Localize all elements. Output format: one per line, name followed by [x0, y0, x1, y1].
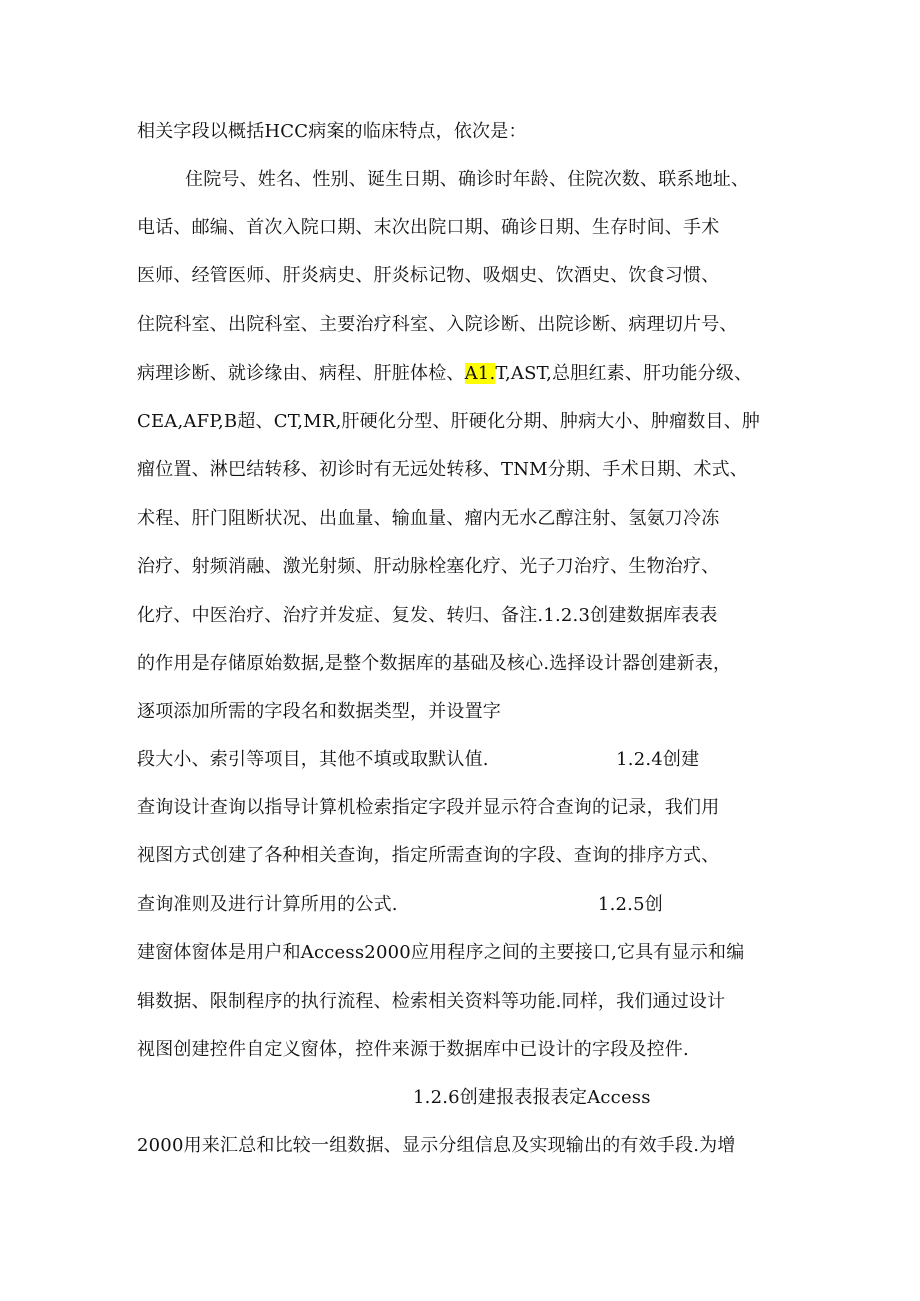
yellow-highlight: A1. — [464, 363, 496, 384]
paragraph-line-17: 查询准则及进行计算所用的公式. 1.2.5创 — [137, 894, 663, 915]
paragraph-line-9: 术程、肝门阻断状况、出血量、输血量、瘤内无水乙醇注射、氢氨刀冷冻 — [137, 508, 720, 529]
paragraph-line-21: 2000用来汇总和比较一组数据、显示分组信息及实现输出的有效手段.为增 — [137, 1135, 736, 1156]
line-text-before-highlight: 病理诊断、就诊缘由、病程、肝脏体检、 — [137, 363, 465, 384]
paragraph-line-3: 电话、邮编、首次入院口期、末次出院口期、确诊日期、生存时间、手术 — [137, 217, 720, 238]
paragraph-line-18: 建窗体窗体是用户和Access2000应用程序之间的主要接口,它具有显示和编 — [137, 942, 745, 963]
paragraph-line-14: 段大小、索引等项目，其他不填或取默认值. 1.2.4创建 — [137, 749, 700, 770]
paragraph-line-10: 治疗、射频消融、激光射频、肝动脉栓塞化疗、光子刀治疗、生物治疗、 — [137, 556, 720, 577]
paragraph-line-11: 化疗、中医治疗、治疗并发症、复发、转归、备注.1.2.3创建数据库表表 — [137, 605, 718, 626]
paragraph-line-4: 医师、经管医师、肝炎病史、肝炎标记物、吸烟史、饮酒史、饮食习惯、 — [137, 265, 720, 286]
paragraph-line-7: CEA,AFP,B超、CT,MR,肝硬化分型、肝硬化分期、肿病大小、肿瘤数目、肿 — [137, 411, 761, 432]
paragraph-line-13: 逐项添加所需的字段名和数据类型，并设置字 — [137, 701, 501, 722]
paragraph-line-2: 住院号、姓名、性别、诞生日期、确诊时年龄、住院次数、联系地址、 — [185, 169, 750, 190]
section-heading: 1.2.6创建报表报表定Access — [413, 1087, 651, 1108]
paragraph-line-19: 辑数据、限制程序的执行流程、检索相关资料等功能.同样，我们通过设计 — [137, 991, 726, 1012]
paragraph-line-8: 瘤位置、淋巴结转移、初诊时有无远处转移、TNM分期、手术日期、术式、 — [137, 459, 748, 480]
paragraph-line-6-highlighted — [137, 359, 752, 389]
line-text-after-highlight: T,AST,总胆红素、肝功能分级、 — [495, 363, 753, 384]
paragraph-line-5: 住院科室、出院科室、主要治疗科室、入院诊断、出院诊断、病理切片号、 — [137, 314, 738, 335]
paragraph-line-20: 视图创建控件自定义窗体，控件来源于数据库中已设计的字段及控件. — [137, 1039, 689, 1060]
paragraph-line-16: 视图方式创建了各种相关查询，指定所需查询的字段、查询的排序方式、 — [137, 845, 720, 866]
paragraph-line-1: 相关字段以概括HCC病案的临床特点，依次是： — [137, 121, 527, 142]
paragraph-line-15: 查询设计查询以指导计算机检索指定字段并显示符合查询的记录，我们用 — [137, 797, 720, 818]
paragraph-line-12: 的作用是存储原始数据,是整个数据库的基础及核心.选择设计器创建新表， — [137, 653, 732, 674]
